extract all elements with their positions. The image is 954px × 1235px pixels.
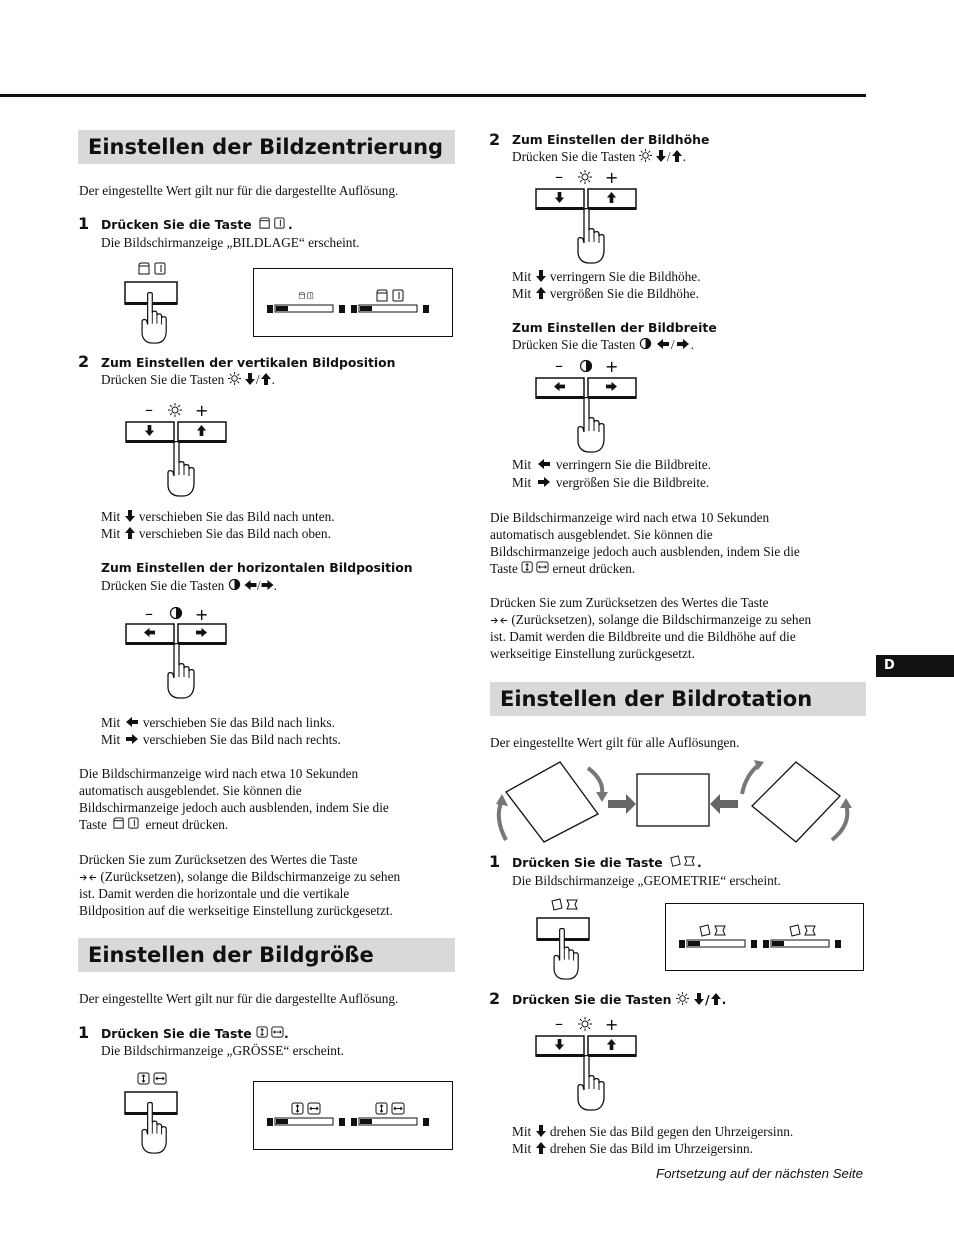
step1-label: Drücken Sie die Taste [101,217,252,232]
brightness-icon [639,149,652,162]
language-tab: D [876,655,954,677]
text-span: verringern Sie die Bildhöhe. [549,269,701,284]
text-line: automatisch ausgeblendet. Sie können die [490,527,713,542]
text-line [79,868,400,885]
size-button-illustration [124,1072,184,1154]
right-arrow-icon [535,476,553,488]
left-arrow-icon [244,579,257,591]
mit-word: Mit [512,475,532,490]
taste-word: Taste [490,561,518,576]
brightness-buttons-illustration [125,401,231,497]
period: . [283,1026,289,1041]
text-line [79,816,389,833]
svg-text:+: + [605,357,619,376]
svg-text:–: – [145,400,153,419]
text-line [490,560,800,577]
mit-word: Mit [512,457,532,472]
step-number: 1 [78,1023,90,1042]
text-line: Drücken Sie zum Zurücksetzen des Wertes die Taste [490,595,769,610]
period: . [287,217,293,232]
right-text: verschieben Sie das Bild nach rechts. [142,732,341,747]
osd-bars [666,904,863,970]
continuation-footer: Fortsetzung auf der nächsten Seite [656,1166,863,1181]
text-line: werkseitige Einstellung zurückgesetzt. [490,646,695,661]
width-desc: Drücken Sie die Tasten / . [512,337,694,352]
text-span: (Zurücksetzen), solange die Bildschirmanzeige zu sehen [511,612,812,627]
down-arrow-icon [693,993,705,1005]
osd-groesse-screen [253,1081,453,1150]
step-number: 1 [78,214,90,233]
osd-geometrie-screen [665,903,864,971]
rotation-buttons-illustration [535,1015,641,1111]
text-span: (Zurücksetzen), solange die Bildschirmanzeige zu sehen [100,869,401,884]
up-arrow-icon [535,287,547,299]
left-explanation [101,714,335,731]
text-span: drehen Sie das Bild gegen den Uhrzeigersinn. [549,1124,794,1139]
width-right-explanation [512,474,709,491]
mit-word: Mit [512,1124,532,1139]
up-arrow-icon [124,527,136,539]
contrast-icon [639,337,652,350]
mit-word: Mit [101,715,121,730]
size-step1-instruction [101,1025,289,1042]
up-text: verschieben Sie das Bild nach oben. [138,526,331,541]
hide-paragraph [79,765,389,833]
size-reset-paragraph [490,594,811,662]
step-number: 2 [489,130,501,149]
mit-word: Mit [101,526,121,541]
svg-text:–: – [145,604,153,623]
text-line: Die Bildschirmanzeige wird nach etwa 10 Sekunden [490,510,770,525]
rotation-up-explanation [512,1140,753,1157]
left-text: verschieben Sie das Bild nach links. [142,715,335,730]
up-arrow-icon [535,1142,547,1154]
taste-word: Taste [79,817,107,832]
svg-text:+: + [195,605,209,624]
section-title-rotation: Einstellen der Bildrotation [490,682,866,716]
hpos-label: Zum Einstellen der horizontalen Bildposition [101,560,413,575]
height-desc: Drücken Sie die Tasten / . [512,149,686,164]
section1-intro: Der eingestellte Wert gilt nur für die dargestellte Auflösung. [79,183,399,198]
width-left-explanation [512,456,711,473]
left-arrow-icon [655,338,671,350]
geometry-icon [667,855,697,868]
mit-word: Mit [101,732,121,747]
center-button-illustration [124,262,184,344]
text-span: vergrößen Sie die Bildhöhe. [549,286,699,301]
reset-icon [490,616,508,625]
height-buttons-illustration [535,168,641,264]
width-buttons-illustration [535,357,641,453]
mit-word: Mit [512,286,532,301]
top-rule [0,94,866,97]
svg-text:–: – [555,356,563,375]
contrast-icon [228,578,241,591]
section-title-size: Einstellen der Bildgröße [78,938,455,972]
vpos-desc-text: Drücken Sie die Tasten [101,372,225,387]
rotation-diagram [490,760,860,846]
osd-bars [254,269,452,336]
period: . [696,855,702,870]
step-number: 2 [489,989,501,1008]
up-explanation [101,525,331,542]
rotation-down-explanation [512,1123,793,1140]
svg-text:+: + [605,168,619,187]
text-line: Bildschirmanzeige jedoch auch ausblenden, indem Sie die [79,800,389,815]
center-icon [110,817,142,830]
text-line: ist. Damit werden die Bildbreite und die Bildhöhe auf die [490,629,796,644]
right-arrow-icon [675,338,691,350]
step1-label: Drücken Sie die Taste [512,855,663,870]
svg-text:+: + [195,401,209,420]
down-arrow-icon [535,270,547,282]
mit-word: Mit [512,269,532,284]
text-span: drehen Sie das Bild im Uhrzeigersinn. [549,1141,753,1156]
hpos-desc-text: Drücken Sie die Tasten [101,578,225,593]
width-label: Zum Einstellen der Bildbreite [512,320,717,335]
mit-word: Mit [512,1141,532,1156]
down-explanation [101,508,335,525]
up-arrow-icon [671,150,683,162]
down-text: verschieben Sie das Bild nach unten. [138,509,335,524]
text-line: Bildschirmanzeige jedoch auch ausblenden, indem Sie die [490,544,800,559]
step-number: 1 [489,852,501,871]
down-arrow-icon [535,1125,547,1137]
down-arrow-icon [244,373,256,385]
section3-intro: Der eingestellte Wert gilt für alle Auflösungen. [490,735,740,750]
svg-text:+: + [605,1015,619,1034]
down-arrow-icon [124,510,136,522]
text-line: ist. Damit werden die horizontale und die vertikale [79,886,350,901]
right-arrow-icon [124,733,140,745]
left-arrow-icon [535,458,553,470]
height-down-explanation [512,268,701,285]
text-line: automatisch ausgeblendet. Sie können die [79,783,302,798]
text-span: erneut drücken. [145,817,229,832]
mit-word: Mit [101,509,121,524]
left-arrow-icon [124,716,140,728]
vpos-label: Zum Einstellen der vertikalen Bildposition [101,355,396,370]
rotation-step1-instruction [512,854,702,871]
hpos-desc: Drücken Sie die Tasten / . [101,578,277,593]
brightness-icon [228,372,241,385]
reset-icon [79,873,97,882]
width-desc-text: Drücken Sie die Tasten [512,337,636,352]
size-step1-desc: Die Bildschirmanzeige „GRÖSSE“ erscheint. [101,1043,344,1058]
osd-bars [254,1082,452,1149]
right-explanation [101,731,341,748]
svg-text:–: – [555,167,563,186]
text-line [490,611,811,628]
vpos-desc: Drücken Sie die Tasten / . [101,372,275,387]
height-label: Zum Einstellen der Bildhöhe [512,132,710,147]
text-line: Die Bildschirmanzeige wird nach etwa 10 Sekunden [79,766,359,781]
svg-text:–: – [555,1014,563,1033]
up-arrow-icon [260,373,272,385]
section-title-centering: Einstellen der Bildzentrierung [78,130,455,164]
size-hide-paragraph [490,509,800,577]
size-icon [521,561,549,574]
step1-instruction [101,216,293,233]
text-span: vergrößen Sie die Bildbreite. [555,475,710,490]
text-line: Bildposition auf die werkseitige Einstellung zurückgesetzt. [79,903,393,918]
geometry-button-illustration [536,898,596,980]
step1-desc: Die Bildschirmanzeige „BILDLAGE“ erscheint. [101,235,360,250]
osd-bildlage-screen [253,268,453,337]
rotation-step2-instruction: Drücken Sie die Tasten / . [512,992,727,1007]
text-span: verringern Sie die Bildbreite. [555,457,711,472]
text-span: erneut drücken. [552,561,636,576]
up-arrow-icon [710,993,722,1005]
step1-label: Drücken Sie die Taste [101,1026,252,1041]
contrast-buttons-illustration [125,603,231,699]
rotation-step1-desc: Die Bildschirmanzeige „GEOMETRIE“ erscheint. [512,873,781,888]
center-icon [256,217,288,230]
down-arrow-icon [655,150,667,162]
size-icon [256,1026,284,1039]
right-arrow-icon [261,579,274,591]
step-number: 2 [78,352,90,371]
height-desc-text: Drücken Sie die Tasten [512,149,636,164]
step2-label: Drücken Sie die Tasten [512,992,672,1007]
text-line: Drücken Sie zum Zurücksetzen des Wertes die Taste [79,852,358,867]
reset-paragraph [79,851,400,919]
section2-intro: Der eingestellte Wert gilt nur für die dargestellte Auflösung. [79,991,399,1006]
brightness-icon [676,992,689,1005]
height-up-explanation [512,285,699,302]
